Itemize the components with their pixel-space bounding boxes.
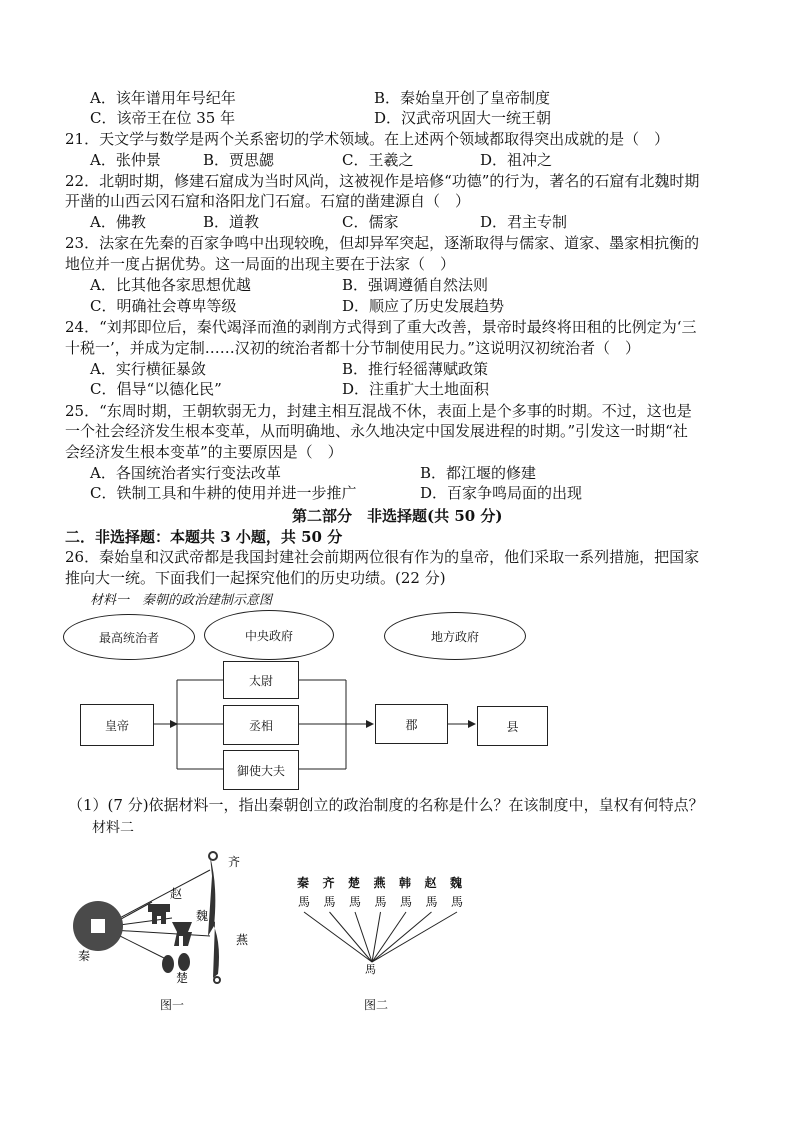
fig2-branch-line [372, 912, 381, 962]
q22-option-b: B．道教 [203, 213, 260, 231]
chu-coin-icon [162, 955, 174, 973]
box-taiwei: 太尉 [223, 661, 299, 699]
fig1-label-wei: 魏 [196, 909, 209, 923]
q24-option-c: C．倡导“以德化民” [90, 380, 222, 398]
q22-option-c: C．儒家 [342, 213, 399, 231]
fig2-branch-line [304, 912, 372, 962]
ellipse-local-government: 地方政府 [384, 612, 526, 660]
box-xian: 县 [477, 706, 548, 746]
box-yushi-dafu: 御使大夫 [223, 750, 299, 790]
fig2-state-label: 赵 [424, 876, 437, 890]
fig2-state-label: 秦 [297, 876, 310, 890]
fig1-label-yan: 燕 [236, 933, 249, 947]
fig2-branch-line [355, 912, 372, 962]
fig2-script-glyph: 馬 [400, 895, 413, 909]
q21-option-b: B．贾思勰 [203, 151, 275, 169]
q24-stem-line1: 24．“刘邦即位后，秦代竭泽而渔的剥削方式得到了重大改善，景帝时最终将田租的比例定为‘三 [65, 318, 697, 336]
fig2-branch-line [372, 912, 432, 962]
fig2-script-glyph: 馬 [349, 895, 362, 909]
q22-stem-line2: 开凿的山西云冈石窟和洛阳龙门石窟。石窟的凿建源自（ ） [65, 192, 471, 210]
fig2-state-label: 燕 [373, 876, 386, 890]
fig1-label-qin: 秦 [78, 949, 91, 963]
fig2-script-glyph: 馬 [298, 895, 311, 909]
q26-stem-line1: 26．秦始皇和汉武帝都是我国封建社会前期两位很有作为的皇帝，他们采取一系列措施，把国家 [65, 548, 700, 566]
q21-option-a: A．张仲景 [90, 151, 161, 169]
q21-option-c: C．王羲之 [342, 151, 414, 169]
figure-1-drawing [60, 840, 260, 1000]
q21-option-d: D．祖冲之 [480, 151, 553, 169]
q25-stem-line2: 一个社会经济发生根本变革，从而明确地、永久地决定中国发展进程的时期。”引发这一时期“社 [65, 422, 688, 440]
q20-option-b: B．秦始皇开创了皇帝制度 [374, 89, 551, 107]
q20-option-a: A．该年谱用年号纪年 [90, 89, 236, 107]
q23-stem-line2: 地位并一度占据优势。这一局面的出现主要在于法家（ ） [65, 255, 456, 273]
fig2-state-label: 韩 [399, 876, 412, 890]
box-jun: 郡 [375, 704, 448, 744]
q22-option-d: D．君主专制 [480, 213, 568, 231]
material1-label: 材料一 秦朝的政治建制示意图 [90, 593, 273, 608]
q25-stem-line3: 会经济发生根本变革”的主要原因是（ ） [65, 443, 343, 461]
fig2-script-glyph: 馬 [425, 895, 438, 909]
fig2-branch-line [372, 912, 457, 962]
q25-option-d: D．百家争鸣局面的出现 [420, 484, 583, 502]
fig2-script-glyph: 馬 [451, 895, 464, 909]
fig2-state-label: 魏 [450, 876, 463, 890]
part2-heading: 二．非选择题：本题共 3 小题，共 50 分 [65, 528, 343, 546]
fig1-caption: 图一 [160, 998, 185, 1012]
q24-option-b: B．推行轻徭薄赋政策 [342, 360, 489, 378]
q21-stem: 21．天文学与数学是两个关系密切的学术领域。在上述两个领域都取得突出成就的是（ ） [65, 130, 670, 148]
ellipse-supreme-ruler: 最高统治者 [63, 614, 195, 660]
q25-option-b: B．都江堰的修建 [420, 464, 537, 482]
q25-stem-line1: 25．“东周时期，王朝软弱无力，封建主相互混战不休，表面上是个多事的时期。不过，这也是 [65, 402, 692, 420]
q24-stem-line2: 十税一’，并成为定制……汉初的统治者都十分节制使用民力。”这说明汉初统治者（ ） [65, 339, 640, 357]
fig1-label-qi: 齐 [228, 855, 241, 869]
fig2-state-label: 齐 [322, 876, 335, 890]
box-chengxiang: 丞相 [223, 705, 299, 745]
box-emperor: 皇帝 [80, 704, 154, 746]
part2-title: 第二部分 非选择题(共 50 分) [292, 507, 503, 525]
q23-option-b: B．强调遵循自然法则 [342, 276, 489, 294]
fig1-label-zhao: 赵 [170, 887, 183, 901]
fig1-label-chu: 楚 [176, 971, 189, 985]
material2-label: 材料二 [92, 820, 134, 836]
fig2-state-label: 楚 [348, 876, 361, 890]
fig2-caption: 图二 [364, 998, 389, 1012]
q22-option-a: A．佛教 [90, 213, 146, 231]
q24-option-a: A．实行横征暴敛 [90, 360, 206, 378]
q26-sub1: （1）(7 分)依据材料一，指出秦朝创立的政治制度的名称是什么？在该制度中，皇权有何特点？ [68, 796, 704, 814]
q23-stem-line1: 23．法家在先秦的百家争鸣中出现较晚，但却异军突起，逐渐取得与儒家、道家、墨家相抗衡的 [65, 234, 700, 252]
q23-option-a: A．比其他各家思想优越 [90, 276, 251, 294]
fig2-branch-line [330, 912, 373, 962]
q23-option-d: D．顺应了历史发展趋势 [342, 297, 505, 315]
q26-stem-line2: 推向大一统。下面我们一起探究他们的历史功绩。(22 分) [65, 569, 446, 587]
q20-option-d: D．汉武帝巩固大一统王朝 [374, 109, 552, 127]
fig2-script-glyph: 馬 [374, 895, 387, 909]
fig2-branch-line [372, 912, 406, 962]
q25-option-a: A．各国统治者实行变法改革 [90, 464, 281, 482]
q22-stem-line1: 22．北朝时期，修建石窟成为当时风尚，这被视作是培修“功德”的行为，著名的石窟有北魏时期 [65, 172, 700, 190]
fig2-script-glyph: 馬 [323, 895, 336, 909]
q20-option-c: C．该帝王在位 35 年 [90, 109, 236, 127]
q25-option-c: C．铁制工具和牛耕的使用并进一步推广 [90, 484, 357, 502]
ellipse-central-government: 中央政府 [204, 610, 334, 660]
q23-option-c: C．明确社会尊卑等级 [90, 297, 237, 315]
fig2-root-glyph: 馬 [365, 963, 376, 976]
q24-option-d: D．注重扩大土地面积 [342, 380, 490, 398]
